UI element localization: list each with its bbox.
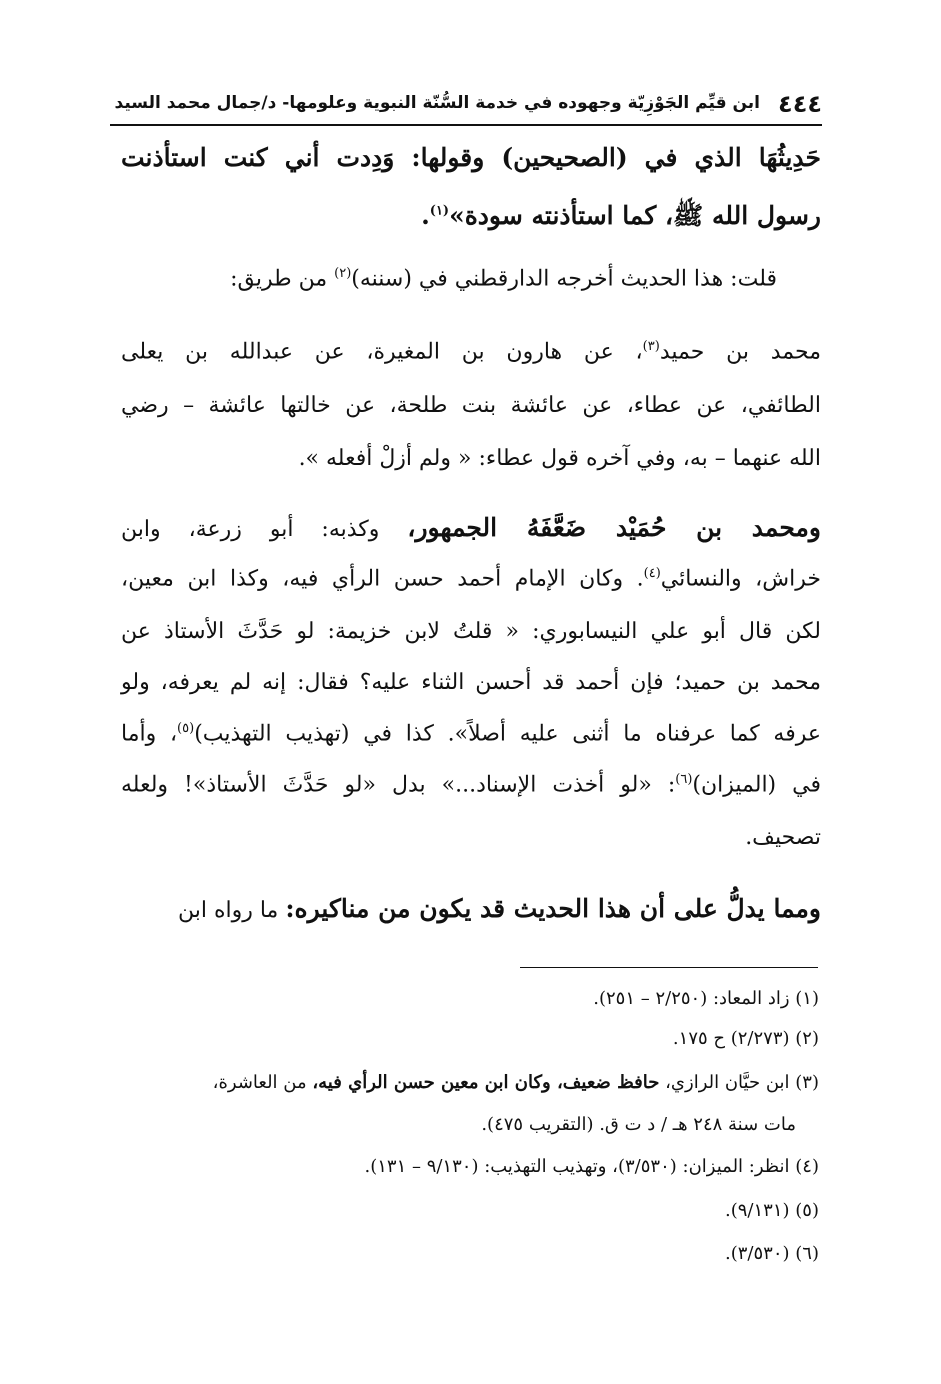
paragraph-1-line-1: حَدِيثُهَا الذي في (الصحيحين) وقولها: وَدِدت أني كنت استأذنت xyxy=(121,143,821,172)
paragraph-2 xyxy=(77,266,777,291)
footnote-ref-1: (١) xyxy=(429,203,450,219)
footnote-3-bold: حافظ ضعيف، وكان ابن معين حسن الرأي فيه، xyxy=(312,1072,660,1093)
paragraph-5-rest: ما رواه ابن xyxy=(177,898,286,923)
paragraph-4-line-7: تصحيف. xyxy=(745,825,821,850)
paragraph-4-line-1 xyxy=(121,513,821,542)
paragraph-4-line-6-b: : «لو أخذت الإسناد...» بدل «لو حَدَّثَ الأستاذ»! ولعله xyxy=(121,772,676,798)
footnote-ref-4: (٤) xyxy=(643,566,661,581)
paragraph-3-line-2: الطائفي، عن عطاء، عن عائشة بنت طلحة، عن خالتها عائشة – رضي xyxy=(121,393,821,418)
paragraph-4-bold-lead: ومحمد بن حُمَيْد ضَعَّفَهُ الجمهور، xyxy=(407,513,821,542)
paragraph-5-bold-lead: ومما يدلُّ على أن هذا الحديث قد يكون من مناكيره: xyxy=(285,894,821,923)
paragraph-4-line-3: لكن قال أبو علي النيسابوري: « قلتُ لابن خزيمة: لو حَدَّثَ الأستاذ عن xyxy=(121,619,821,644)
footnote-ref-5: (٥) xyxy=(177,721,195,736)
footnote-3-text-b: من العاشرة، xyxy=(212,1072,313,1093)
footnote-ref-3: (٣) xyxy=(642,339,660,354)
paragraph-1-line-2-text: رسول الله ﷺ، كما استأذنته سودة» xyxy=(449,201,821,230)
footnote-1: (١) زاد المعاد: (٢/٢٥٠ – ٢٥١). xyxy=(593,988,819,1009)
paragraph-4-line-5-a: عرفه كما عرفناه ما أثنى عليه أصلاً». كذا في (تهذيب التهذيب) xyxy=(194,721,821,747)
footnote-separator xyxy=(520,967,818,968)
paragraph-4-line-2-b: . وكان الإمام أحمد حسن الرأي فيه، وكذا ابن معين، xyxy=(121,566,644,592)
footnote-3-text-a: (٣) ابن حيَّان الرازي، xyxy=(659,1072,819,1093)
paragraph-4-line-5 xyxy=(121,721,821,746)
footnote-6: (٦) (٣/٥٣٠). xyxy=(725,1243,819,1264)
paragraph-1-line-2-end: . xyxy=(421,201,430,230)
paragraph-3-line-1 xyxy=(121,339,821,364)
footnote-ref-6: (٦) xyxy=(675,772,693,787)
paragraph-4-line-2-a: خراش، والنسائي xyxy=(660,566,821,592)
paragraph-2-text-b: من طريق: xyxy=(230,266,335,292)
footnote-3 xyxy=(213,1072,819,1093)
footnote-2: (٢) (٢/٢٧٣) ح ١٧٥. xyxy=(672,1028,819,1049)
footnote-ref-2: (٢) xyxy=(334,266,352,281)
footnote-5: (٥) (٩/١٣١). xyxy=(725,1200,819,1221)
paragraph-4-line-5-b: ، وأما xyxy=(121,721,178,747)
paragraph-2-text-a: قلت: هذا الحديث أخرجه الدارقطني في (سننه) xyxy=(351,266,777,292)
paragraph-3-line-1-b: ، عن هارون بن المغيرة، عن عبدالله بن يعلى xyxy=(121,339,643,365)
footnote-3-continuation: مات سنة ٢٤٨ هـ / د ت ق. (التقريب ٤٧٥). xyxy=(481,1114,796,1135)
paragraph-5 xyxy=(121,894,821,923)
paragraph-4-line-6 xyxy=(121,772,821,797)
paragraph-4-line-6-a: في (الميزان) xyxy=(692,772,821,798)
paragraph-4-line-4: محمد بن حميد؛ فإن أحمد قد أحسن الثناء عليه؟ فقال: إنه لم يعرفه، ولو xyxy=(121,670,821,695)
running-title: ابن قيِّم الجَوْزِيّة وجهوده في خدمة السُّنّة النبوية وعلومها- د/جمال محمد السيد xyxy=(114,93,760,113)
paragraph-4-line-1-rest: وكذبه: أبو زرعة، وابن xyxy=(121,517,408,542)
page-number: ٤٤٤ xyxy=(778,90,822,118)
paragraph-3-line-1-a: محمد بن حميد xyxy=(659,339,822,365)
paragraph-1-line-2 xyxy=(121,200,821,237)
page-header xyxy=(110,84,822,126)
paragraph-3-line-3: الله عنهما – به، وفي آخره قول عطاء: « ولم أزلْ أفعله ». xyxy=(298,446,821,471)
footnote-4: (٤) انظر: الميزان: (٣/٥٣٠)، وتهذيب التهذيب: (٩/١٣٠ – ١٣١). xyxy=(364,1156,819,1177)
paragraph-4-line-2 xyxy=(121,566,821,591)
